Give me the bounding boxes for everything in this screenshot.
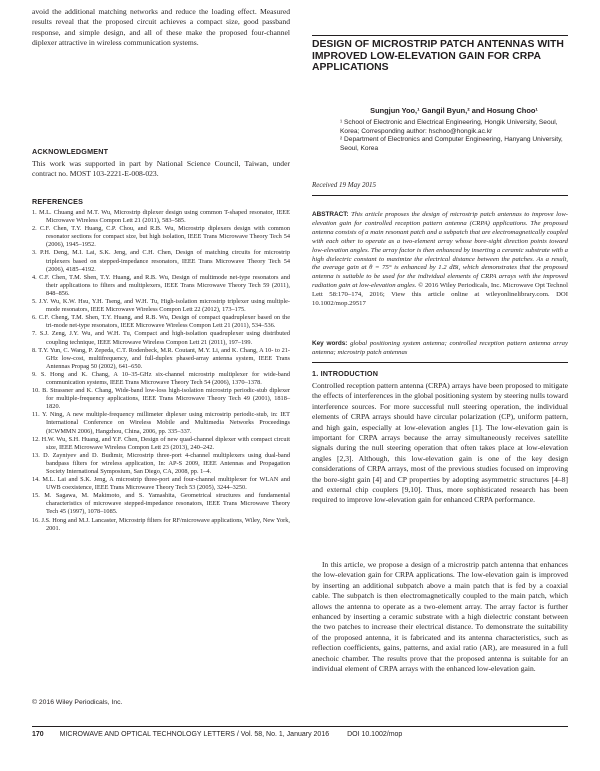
reference-item: 14. M.L. Lai and S.K. Jeng, A microstrip three-port and four-channel multiplexer for WLAN and UWB coexistence, IEEE Trans Microwave Theory Tech 53 (2005), 3244–3250.	[32, 476, 290, 492]
affiliation-2: ² Department of Electronics and Computer Engineering, Hanyang University, Seoul, Korea	[340, 136, 563, 152]
reference-item: 16. J.S. Hong and M.J. Lancaster, Microstrip filters for RF/microwave applications, Wiley, New York, 2001.	[32, 516, 290, 532]
reference-item: 7. S.J. Zeng, J.Y. Wu, and W.H. Tu, Compact and high-isolation quadruplexer using distributed coupling technique, IEEE Microwave Wireless Compon Lett 21 (2011), 197–199.	[32, 330, 290, 346]
acknowledgment-heading: ACKNOWLEDGMENT	[32, 147, 109, 156]
reference-item: 10. B. Strassner and K. Chang, Wide-band low-loss high-isolation microstrip periodic-stub diplexer for multiple-frequency applications, IEEE Trans Microwave Theory Tech 49 (2001), 1818–1820.	[32, 387, 290, 411]
received-date: Received 19 May 2015	[312, 181, 376, 189]
keywords-text: global positioning system antenna; controlled reception pattern antenna array antenna; microstrip patch antennas	[312, 340, 568, 356]
reference-item: 13. D. Zayniyev and D. Budimir, Microstrip three-port 4-channel multiplexers using dual-band bandpass filters for wireless application, In: AP-S 2009, IEEE Antennas and Propagation Society International Symposium, San Diego, CA, 2008, pp. 1–4.	[32, 451, 290, 475]
reference-item: 15. M. Sagawa, M. Makimoto, and S. Yamashita, Geometrical structures and fundamental characteristics of microwave stepped-impedance resonators, IEEE Trans Microwave Theory Tech 45 (1997), 1078–1085.	[32, 492, 290, 516]
reference-list	[32, 209, 290, 533]
copyright-notice: © 2016 Wiley Periodicals, Inc.	[32, 699, 123, 706]
footer-doi: DOI 10.1002/mop	[347, 731, 403, 738]
reference-item: 5. J.Y. Wu, K.W. Hsu, Y.H. Tseng, and W.H. Tu, High-isolation microstrip triplexer using multiple-mode resonators, IEEE Microwave Wireless Compon Lett 22 (2012), 173–175.	[32, 298, 290, 314]
reference-item: 4. C.F. Chen, T.M. Shen, T.Y. Huang, and R.B. Wu, Design of multimode net-type resonators and their applications to filters and multiplexers, IEEE Trans Microwave Theory Tech 59 (2011), 848–856.	[32, 273, 290, 297]
abstract-label: ABSTRACT:	[312, 211, 349, 218]
abstract-citation: © 2016 Wiley Periodicals, Inc. Microwave Opt Technol Lett 58:170–174, 2016; View this article online at wileyonlinelibrary.com. DOI 10.1002/mop.29517	[312, 282, 569, 308]
authors: Sungjun Yoo,¹ Gangil Byun,² and Hosung Choo¹	[370, 106, 538, 115]
reference-item: 9. S. Hong and K. Chang, A 10–35-GHz six-channel microstrip multiplexer for wide-band communication systems, IEEE Trans Microwave Theory Tech 54 (2006), 1370–1378.	[32, 370, 290, 386]
keywords-rule	[312, 362, 568, 363]
received-rule	[312, 195, 568, 196]
journal-info: MICROWAVE AND OPTICAL TECHNOLOGY LETTERS / Vol. 58, No. 1, January 2016	[59, 731, 330, 738]
affiliation-1: ¹ School of Electronic and Electrical Engineering, Hongik University, Seoul, Korea; Corresponding author: hschoo@hongik.ac.kr	[340, 119, 558, 135]
closing-paragraph: avoid the additional matching networks and reduce the loading effect. Measured results reveal that the proposed circuit achieves a compact size, good passband response, and simple design, and all of these make the proposed four-channel diplexer attractive in wireless communication systems.	[32, 7, 290, 48]
abstract-block	[312, 211, 568, 309]
reference-item: 12. H.W. Wu, S.H. Huang, and Y.F. Chen, Design of new quad-channel diplexer with compact circuit size, IEEE Microwave Wireless Compon Lett 23 (2013), 240–242.	[32, 435, 290, 451]
introduction-paragraph-1: Controlled reception pattern antenna (CRPA) arrays have been proposed to mitigate the effects of interferences in the global positioning system by steering nulls toward interference sources. For more successful null steering operation, the individual elements of CRPA arrays should have circular polarization (CP), uniform pattern, and high gain, especially at low-elevation angles [1]. The low-elevation gain is important for CRPA arrays because the array simultaneously receives satellite signals during the null steering operation that often takes place at low-elevation angles [2,3]. Although, this low-elevation gain is one of the key design considerations of CRPA arrays, most of the previous studies focused on improving the bore-sight gain [4] and CP properties by adopting asymmetric structures [4–8] and external chip couplers [9,10]. Thus, more sophisticated research has been required to improve low-elevation gain for enhanced CRPA performance.	[312, 381, 568, 505]
reference-item: 3. P.H. Deng, M.I. Lai, S.K. Jeng, and C.H. Chen, Design of matching circuits for microstrip triplexers based on stepped-impedance resonators, IEEE Trans Microwave Theory Tech 54 (2006), 4185–4192.	[32, 249, 290, 273]
keywords-label: Key words:	[312, 340, 348, 347]
reference-item: 1. M.L. Chuang and M.T. Wu, Microstrip diplexer design using common T-shaped resonator, IEEE Microwave Wireless Compon Lett 21 (2011), 583–585.	[32, 209, 290, 225]
page-footer	[32, 731, 568, 738]
section-heading-introduction: 1. INTRODUCTION	[312, 369, 379, 378]
page-number: 170	[32, 731, 44, 738]
title-rule	[312, 35, 568, 36]
reference-item: 2. C.F. Chen, T.Y. Huang, C.P. Chou, and R.B. Wu, Microstrip diplexers design with common resonator sections for compact size, but high isolation, IEEE Trans Microwave Theory Tech 54 (2006), 1945–1952.	[32, 225, 290, 249]
reference-item: 11. Y. Ning, A new multiple-frequency millimeter diplexer using microstrip periodic-stub, in: IET International Conference on Wireless Mobile and Multimedia Networks Proceedings (ICWMMN 2006), Hangzhou, China, 2006, pp. 335–337.	[32, 411, 290, 435]
references-heading: REFERENCES	[32, 197, 84, 206]
author-block	[340, 106, 568, 153]
abstract-text: This article proposes the design of microstrip patch antennas to improve low-elevation gain for controlled reception pattern antenna (CRPA) applications. The proposed antenna consists of a main resonant patch and a subpatch that are electromagnetically coupled with each other to operate as a two-element array whose bore-sight direction points toward low-elevation angles. The array factor is then enhanced by inserting a ceramic substrate with a high dielectric constant to maximize the electrical distance between the patches. As a result, the average gain at θ = 75° is enhanced by 1.2 dBi, which demonstrates that the proposed antenna is suitable to be used for the individual elements of CRPA arrays with the improved radiation gain at low-elevation angles.	[312, 211, 569, 290]
acknowledgment-text: This work was supported in part by National Science Council, Taiwan, under contract no. MOST 103-2221-E-008-023.	[32, 159, 290, 179]
reference-item: 6. C.F. Cheng, T.M. Shen, T.Y. Huang, and R.B. Wu, Design of compact quadruplexer based on the tri-mode net-type resonators, IEEE Microwave Wireless Compon Lett 21 (2011), 534–536.	[32, 314, 290, 330]
reference-item: 8. T.Y. Yun, C. Wang, P. Zepeda, C.T. Rodenbeck, M.R. Coutant, M.Y. Li, and K. Chang, A 10- to 21-GHz low-cost, multifrequency, and full-duplex phased-array antenna system, IEEE Trans Antennas Propag 50 (2002), 641–650.	[32, 346, 290, 370]
footer-rule	[32, 726, 568, 727]
introduction-paragraph-2: In this article, we propose a design of a microstrip patch antenna that enhances the low-elevation gain for CRPA applications. The low-elevation gain is improved by inserting an additional subpatch above a main patch that is fed by a coaxial cable. The subpatch is then electromagnetically coupled to the main patch, which allows the antenna to operate as a two-element array. The array factor is further enhanced by inserting a ceramic substrate with a high dielectric constant between the two patches to increase their electrical distance. To demonstrate the suitability of the proposed antenna, it is fabricated and its antenna characteristics, such as reflection coefficients, gains, patterns, and axial ratio (AR), are measured in a full anechoic chamber. The results prove that the proposed antenna is suitable for an individual element of CRPA arrays with the enhanced low-elevation gain.	[312, 560, 568, 674]
article-title: DESIGN OF MICROSTRIP PATCH ANTENNAS WITH IMPROVED LOW-ELEVATION GAIN FOR CRPA APPLICATIONS	[312, 39, 564, 73]
